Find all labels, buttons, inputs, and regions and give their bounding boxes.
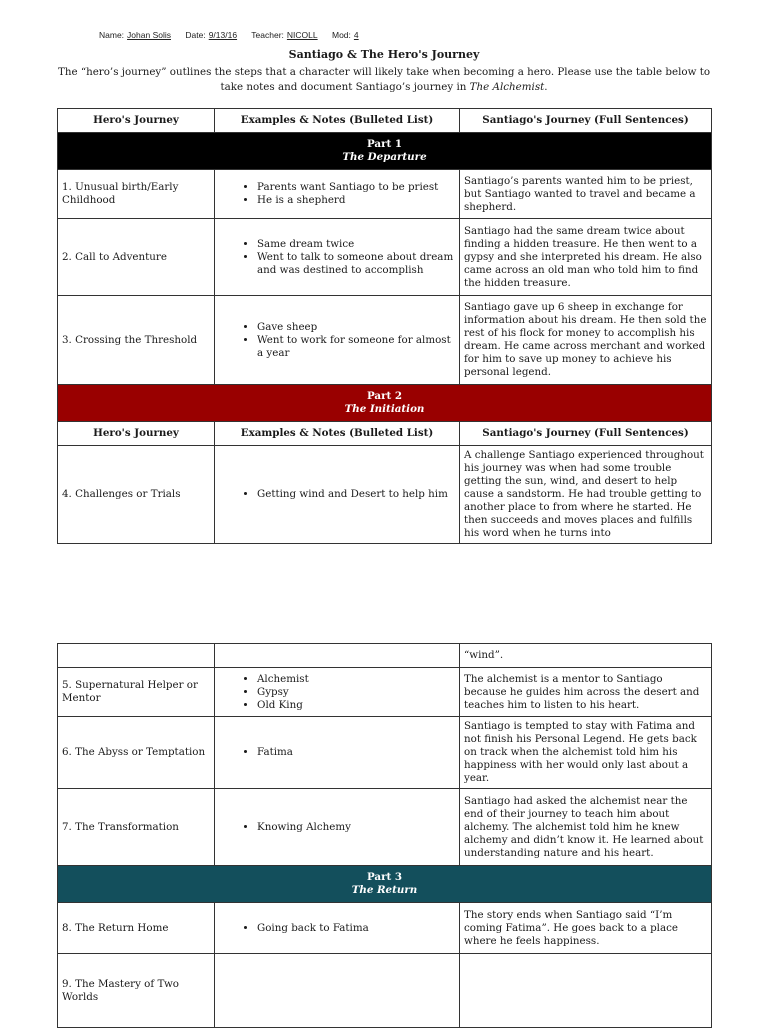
notes-list bbox=[219, 922, 455, 935]
journey-cell: Santiago gave up 6 sheep in exchange for information about his dream. He then sold the rest of his flock for money to accomplish his dream. He came across merchant and worked for him to save up money to achieve his personal legend. bbox=[460, 296, 712, 385]
notes-cell bbox=[215, 903, 460, 954]
table-row bbox=[58, 789, 712, 866]
journey-table-page-1 bbox=[57, 108, 712, 544]
part-name: The Initiation bbox=[344, 403, 425, 415]
step-cell: 7. The Transformation bbox=[58, 789, 215, 866]
part-2-banner bbox=[58, 385, 712, 422]
column-header-row bbox=[58, 422, 712, 446]
step-cell: 3. Crossing the Threshold bbox=[58, 296, 215, 385]
notes-cell bbox=[215, 644, 460, 668]
journey-cell: Santiago’s parents wanted him to be priest, but Santiago wanted to travel and became a shepherd. bbox=[460, 170, 712, 219]
step-cell: 8. The Return Home bbox=[58, 903, 215, 954]
note-item: • Same dream twice bbox=[257, 238, 455, 251]
journey-cell: Santiago is tempted to stay with Fatima and not finish his Personal Legend. He gets back on track when the alchemist told him his happiness with her would only last about a year. bbox=[460, 717, 712, 789]
table-row bbox=[58, 954, 712, 1028]
step-cell: 2. Call to Adventure bbox=[58, 219, 215, 296]
table-row bbox=[58, 717, 712, 789]
part-3-cell bbox=[58, 866, 712, 903]
teacher-label: Teacher: bbox=[251, 30, 284, 40]
intro-paragraph bbox=[54, 65, 714, 95]
note-item: • Alchemist bbox=[257, 673, 455, 686]
note-item: • Going back to Fatima bbox=[257, 922, 455, 935]
col-header-step: Hero's Journey bbox=[58, 422, 215, 446]
notes-list bbox=[219, 821, 455, 834]
notes-list bbox=[219, 673, 455, 712]
mod-label: Mod: bbox=[332, 30, 351, 40]
journey-cell: “wind”. bbox=[460, 644, 712, 668]
journey-cell: The story ends when Santiago said “I’m coming Fatima”. He goes back to a place where he feels happiness. bbox=[460, 903, 712, 954]
col-header-step: Hero's Journey bbox=[58, 109, 215, 133]
note-item: • Gypsy bbox=[257, 686, 455, 699]
part-3-banner bbox=[58, 866, 712, 903]
page-title: Santiago & The Hero's Journey bbox=[288, 48, 480, 61]
note-item: • He is a shepherd bbox=[257, 194, 455, 207]
step-cell: 9. The Mastery of Two Worlds bbox=[58, 954, 215, 1028]
notes-list bbox=[219, 488, 455, 501]
table-row bbox=[58, 219, 712, 296]
name-value: Johan Solis bbox=[127, 30, 171, 40]
journey-table-page-2 bbox=[57, 643, 712, 1028]
intro-end: . bbox=[544, 81, 548, 93]
part-1-cell bbox=[58, 133, 712, 170]
step-cell: 1. Unusual birth/Early Childhood bbox=[58, 170, 215, 219]
step-cell: 5. Supernatural Helper or Mentor bbox=[58, 668, 215, 717]
col-header-journey: Santiago's Journey (Full Sentences) bbox=[460, 422, 712, 446]
notes-cell bbox=[215, 954, 460, 1028]
col-header-journey: Santiago's Journey (Full Sentences) bbox=[460, 109, 712, 133]
journey-cell bbox=[460, 954, 712, 1028]
note-item: • Knowing Alchemy bbox=[257, 821, 455, 834]
column-header-row bbox=[58, 109, 712, 133]
note-item: • Parents want Santiago to be priest bbox=[257, 181, 455, 194]
part-2-cell bbox=[58, 385, 712, 422]
part-name: The Return bbox=[351, 884, 418, 896]
step-cell bbox=[58, 644, 215, 668]
notes-cell bbox=[215, 668, 460, 717]
note-item: • Old King bbox=[257, 699, 455, 712]
table-row bbox=[58, 170, 712, 219]
part-name: The Departure bbox=[342, 151, 427, 163]
mod-value: 4 bbox=[353, 30, 359, 40]
col-header-notes: Examples & Notes (Bulleted List) bbox=[215, 109, 460, 133]
note-item: • Getting wind and Desert to help him bbox=[257, 488, 455, 501]
teacher-value: NICOLL bbox=[286, 30, 318, 40]
date-label: Date: bbox=[185, 30, 206, 40]
book-title: The Alchemist bbox=[469, 81, 545, 93]
part-label: Part 1 bbox=[366, 138, 403, 150]
step-cell: 4. Challenges or Trials bbox=[58, 446, 215, 544]
table-row bbox=[58, 903, 712, 954]
notes-cell bbox=[215, 717, 460, 789]
table-row bbox=[58, 296, 712, 385]
note-item: • Went to talk to someone about dream and was destined to accomplish bbox=[257, 251, 455, 277]
note-item: • Went to work for someone for almost a year bbox=[257, 334, 455, 360]
notes-cell bbox=[215, 170, 460, 219]
part-label: Part 2 bbox=[366, 390, 403, 402]
name-label: Name: bbox=[99, 30, 125, 40]
notes-cell bbox=[215, 219, 460, 296]
step-cell: 6. The Abyss or Temptation bbox=[58, 717, 215, 789]
notes-list bbox=[219, 181, 455, 207]
notes-cell bbox=[215, 789, 460, 866]
notes-cell bbox=[215, 296, 460, 385]
date-value: 9/13/16 bbox=[208, 30, 238, 40]
notes-list bbox=[219, 238, 455, 277]
journey-cell: Santiago had the same dream twice about finding a hidden treasure. He then went to a gypsy and she interpreted his dream. He also came across an old man who told him to find the hidden treasure. bbox=[460, 219, 712, 296]
header-line bbox=[99, 30, 371, 40]
intro-text: The “hero’s journey” outlines the steps that a character will likely take when becoming a hero. Please use the table below to take notes and document Santiago’s journey in bbox=[57, 66, 711, 93]
note-item: • Gave sheep bbox=[257, 321, 455, 334]
journey-cell: The alchemist is a mentor to Santiago because he guides him across the desert and teaches him to listen to his heart. bbox=[460, 668, 712, 717]
note-item: • Fatima bbox=[257, 746, 455, 759]
part-label: Part 3 bbox=[366, 871, 403, 883]
journey-cell: A challenge Santiago experienced throughout his journey was when had some trouble getting the sun, wind, and desert to help cause a sandstorm. He had trouble getting to another place to from where he started. He then succeeds and moves places and fulfills his word when he turns into bbox=[460, 446, 712, 544]
col-header-notes: Examples & Notes (Bulleted List) bbox=[215, 422, 460, 446]
journey-cell: Santiago had asked the alchemist near the end of their journey to teach him about alchemy. The alchemist told him he knew alchemy and didn’t know it. He learned about understanding nature and his heart. bbox=[460, 789, 712, 866]
notes-list bbox=[219, 321, 455, 360]
table-row bbox=[58, 644, 712, 668]
table-row bbox=[58, 668, 712, 717]
part-1-banner bbox=[58, 133, 712, 170]
notes-cell bbox=[215, 446, 460, 544]
table-row bbox=[58, 446, 712, 544]
notes-list bbox=[219, 746, 455, 759]
